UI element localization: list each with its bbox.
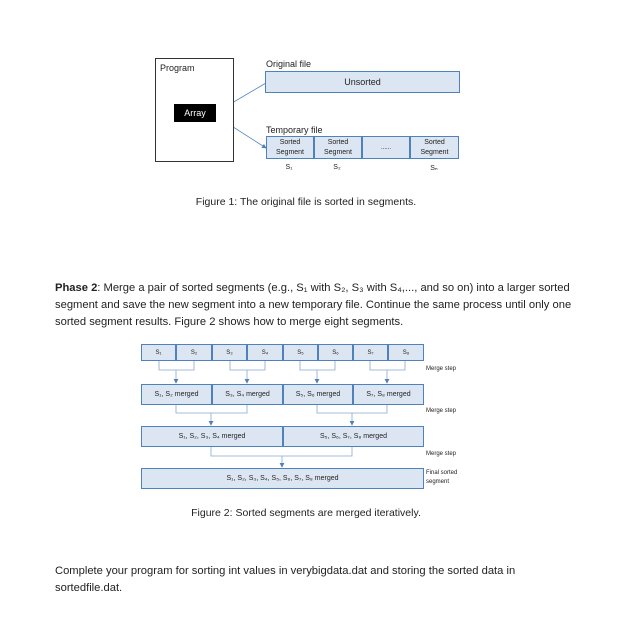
merge-lines-step3 bbox=[211, 447, 352, 467]
segment-name-s1: S₁ bbox=[285, 164, 293, 171]
closing-paragraph: Complete your program for sorting int values in verybigdata.dat and storing the sorted data in sortedfile.dat. bbox=[55, 565, 516, 594]
merged-s1-to-s4: S₁, S₂, S₃, S₄ merged bbox=[141, 426, 283, 447]
final-sorted-segment: S₁, S₂, S₃, S₄, S₅, S₆, S₇, S₈ merged bbox=[141, 468, 424, 489]
segment-box-ellipsis: ...... bbox=[362, 136, 410, 159]
segment-s4: S₄ bbox=[247, 344, 283, 361]
merge-step-label-2: Merge step bbox=[426, 408, 457, 414]
segment-box-1: Sorted Segment bbox=[266, 136, 314, 159]
segment-name-s2: S₂ bbox=[333, 164, 341, 171]
merge-lines-step2 bbox=[176, 405, 387, 425]
final-sorted-segment-label: Final sorted segment bbox=[426, 470, 458, 485]
figure1-caption: Figure 1: The original file is sorted in segments. bbox=[195, 196, 417, 208]
merged-s5-s6: S₅, S₆ merged bbox=[283, 384, 353, 405]
segment-s2: S₂ bbox=[176, 344, 212, 361]
merge-lines-step1 bbox=[159, 361, 405, 383]
program-label: Program bbox=[160, 63, 195, 73]
merged-s5-to-s8: S₅, S₆, S₇, S₈ merged bbox=[283, 426, 424, 447]
merged-s1-s2: S₁, S₂ merged bbox=[141, 384, 212, 405]
phase2-heading: Phase 2 bbox=[55, 282, 98, 294]
unsorted-file-box: Unsorted bbox=[265, 71, 460, 93]
figure2-caption: Figure 2: Sorted segments are merged iteratively. bbox=[191, 507, 421, 519]
segment-box-n: Sorted Segment bbox=[410, 136, 459, 159]
merge-step-label-3: Merge step bbox=[426, 451, 457, 457]
original-file-label: Original file bbox=[266, 59, 312, 69]
merge-step-label-1: Merge step bbox=[426, 366, 457, 372]
segment-s7: S₇ bbox=[353, 344, 388, 361]
segment-s8: S₈ bbox=[388, 344, 424, 361]
segment-name-sn: Sₙ bbox=[430, 165, 438, 172]
merged-s3-s4: S₃, S₄ merged bbox=[212, 384, 283, 405]
segment-s1: S₁ bbox=[141, 344, 176, 361]
segment-s6: S₆ bbox=[318, 344, 353, 361]
phase2-paragraph bbox=[55, 280, 575, 331]
segment-s3: S₃ bbox=[212, 344, 247, 361]
temporary-file-label: Temporary file bbox=[266, 125, 323, 135]
array-box: Array bbox=[174, 104, 216, 122]
phase2-text: : Merge a pair of sorted segments (e.g., S₁ with S₂, S₃ with S₄,..., and so on) into a larger sorted segment and save the new segment into a new temporary file. Continue the same process until only one sorted segment results. Figure 2 shows how to merge eight segments. bbox=[55, 282, 572, 328]
segment-s5: S₅ bbox=[283, 344, 318, 361]
merged-s7-s8: S₇, S₈ merged bbox=[353, 384, 424, 405]
segment-box-2: Sorted Segment bbox=[314, 136, 362, 159]
